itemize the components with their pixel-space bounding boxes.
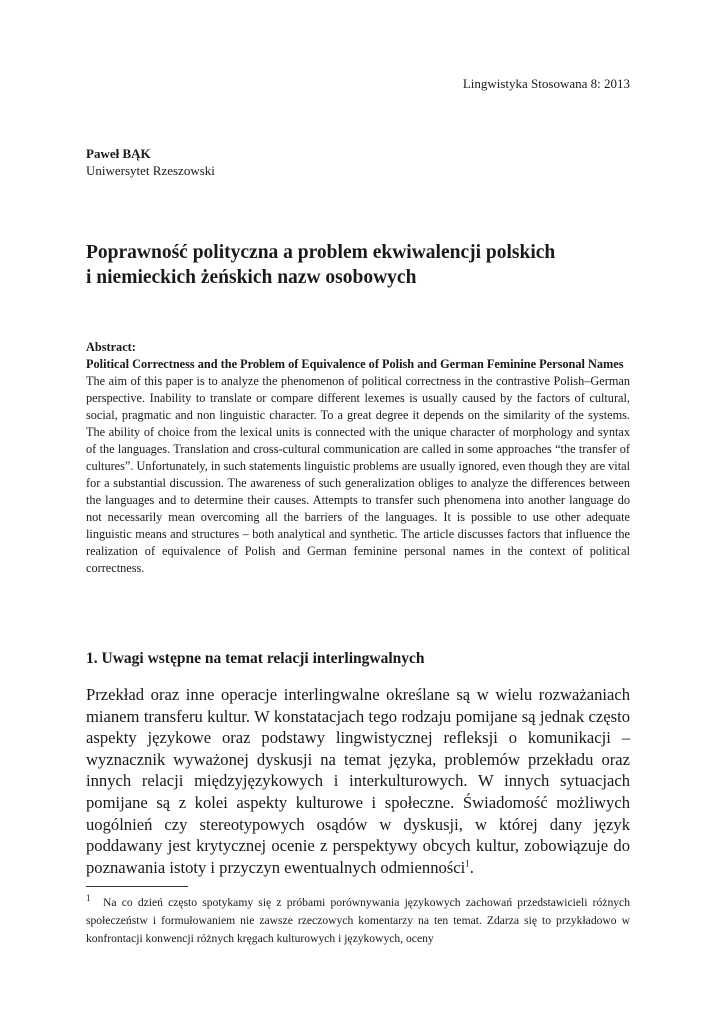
footnote-text: Na co dzień często spotykamy się z próbami porównywania językowych zachowań przedstawicieli różnych społeczeństw i formułowaniem nie zawsze rzeczowych komentarzy na ten temat. Zdarza się to przykładowo w konfrontacji konwencji różnych kręgach kulturowych i językowych, oceny (86, 896, 630, 945)
author-affiliation: Uniwersytet Rzeszowski (86, 163, 215, 178)
abstract-body: The aim of this paper is to analyze the phenomenon of political correctness in the contrastive Polish–German perspective. Inability to translate or compare different lexemes is usually caused by the factors of cultural, social, pragmatic and non linguistic character. To a great degree it depends on the similarity of the systems. The ability of choice from the lexical units is connected with the unique character of morphology and syntax of the languages. Translation and cross-cultural communication are called in some approaches “the transfer of cultures”. Unfortunately, in such statements linguistic problems are usually ignored, even though they are vital for a substantial discussion. The awareness of such generalization obliges to analyze the differences between the languages and to determine their causes. Attempts to transfer such phenomena into another language do not necessarily mean overcoming all the barriers of the languages. It is possible to use other adequate linguistic means and structures – both analytical and synthetic. The article discusses factors that influence the realization of equivalence of Polish and German feminine personal names in the context of political correctness. (86, 374, 630, 575)
footnote-reference[interactable]: 1 (465, 858, 470, 869)
section-heading: 1. Uwagi wstępne na temat relacji interlingwalnych (86, 650, 425, 667)
footnote-separator (86, 886, 188, 887)
section-body-text-content: Przekład oraz inne operacje interlingwalne określane są w wielu rozważaniach mianem transferu kultur. W konstatacjach tego rodzaju pomijane są jednak często aspekty językowe oraz podstawy lingwistycznej refleksji o komunikacji – wyznacznik wyważonej dyskusji na temat języka, problemów przekładu oraz innych relacji międzyjęzykowych i interkulturowych. W innych sytuacjach pomijane są z kolei aspekty kulturowe i społeczne. Świadomość możliwych uogólnień czy stereotypowych osądów w dyskusji, w której dany język poddawany jest krytycznej ocenie z perspektywy obcych kultur, zobowiązuje do poznawania istoty i przyczyn ewentualnych odmienności (86, 685, 630, 877)
footnote: 1 Na co dzień często spotykamy się z próbami porównywania językowych zachowań przedstawicieli różnych społeczeństw i formułowaniem nie zawsze rzeczowych komentarzy na ten temat. Zdarza się to przykładowo w konfrontacji konwencji różnych kręgach kulturowych i językowych, oceny (86, 893, 630, 945)
section-body-text-end: . (469, 857, 474, 877)
abstract-block (86, 339, 630, 577)
paper-page (86, 0, 630, 1024)
paper-title (86, 240, 630, 290)
section-body-text (86, 684, 630, 878)
abstract-label: Abstract: (86, 340, 136, 354)
paper-title-line-1: Poprawność polityczna a problem ekwiwalencji polskich (86, 242, 556, 263)
paper-title-line-2: i niemieckich żeńskich nazw osobowych (86, 267, 417, 288)
abstract-english-title: Political Correctness and the Problem of Equivalence of Polish and German Feminine Personal Names (86, 357, 624, 371)
author-name: Paweł BĄK (86, 146, 151, 161)
journal-header: Lingwistyka Stosowana 8: 2013 (462, 76, 630, 91)
